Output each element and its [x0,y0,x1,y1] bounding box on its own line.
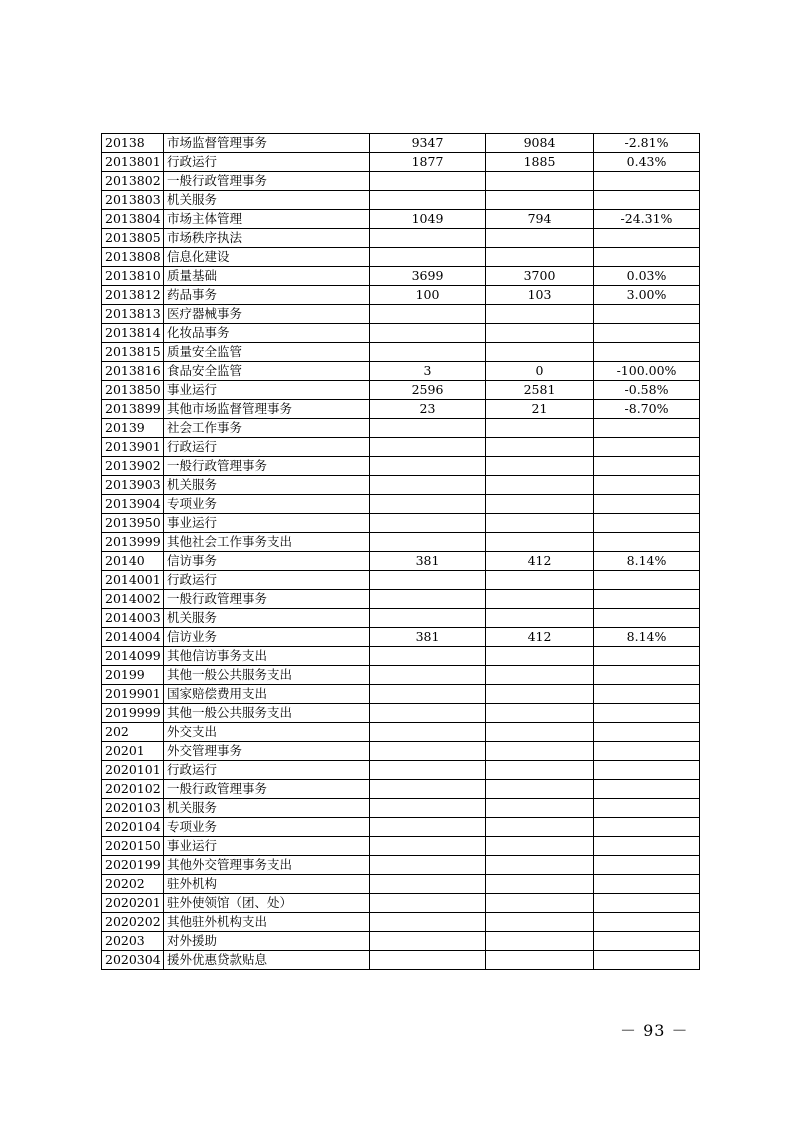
percent-cell [594,780,700,799]
name-cell: 质量安全监管 [164,343,370,362]
code-cell: 2019901 [102,685,164,704]
percent-cell [594,324,700,343]
table-row [102,647,700,666]
value-cell [370,438,486,457]
code-cell: 2014003 [102,609,164,628]
name-cell: 行政运行 [164,153,370,172]
value-cell [370,932,486,951]
name-cell: 国家赔偿费用支出 [164,685,370,704]
table-row [102,153,700,172]
value-cell [486,609,594,628]
name-cell: 援外优惠贷款贴息 [164,951,370,970]
percent-cell [594,590,700,609]
percent-cell: -0.58% [594,381,700,400]
value-cell [370,875,486,894]
percent-cell [594,229,700,248]
percent-cell [594,571,700,590]
percent-cell [594,742,700,761]
code-cell: 2013899 [102,400,164,419]
code-cell: 2020101 [102,761,164,780]
value-cell [486,723,594,742]
code-cell: 2013813 [102,305,164,324]
value-cell [486,248,594,267]
value-cell [486,343,594,362]
name-cell: 市场监督管理事务 [164,134,370,153]
code-cell: 2013903 [102,476,164,495]
name-cell: 市场秩序执法 [164,229,370,248]
percent-cell [594,533,700,552]
name-cell: 其他驻外机构支出 [164,913,370,932]
name-cell: 一般行政管理事务 [164,172,370,191]
value-cell [370,248,486,267]
name-cell: 市场主体管理 [164,210,370,229]
percent-cell: 3.00% [594,286,700,305]
name-cell: 信访事务 [164,552,370,571]
value-cell [370,457,486,476]
table-row [102,723,700,742]
code-cell: 2020199 [102,856,164,875]
name-cell: 外交支出 [164,723,370,742]
percent-cell [594,457,700,476]
name-cell: 事业运行 [164,837,370,856]
code-cell: 2014002 [102,590,164,609]
code-cell: 2013904 [102,495,164,514]
value-cell [486,438,594,457]
value-cell: 103 [486,286,594,305]
value-cell [370,913,486,932]
value-cell [486,761,594,780]
percent-cell [594,191,700,210]
value-cell: 3 [370,362,486,381]
code-cell: 20138 [102,134,164,153]
value-cell [370,780,486,799]
table-row [102,305,700,324]
percent-cell: -100.00% [594,362,700,381]
name-cell: 机关服务 [164,609,370,628]
table-row [102,324,700,343]
code-cell: 20139 [102,419,164,438]
value-cell [370,609,486,628]
value-cell: 381 [370,552,486,571]
percent-cell [594,609,700,628]
value-cell: 381 [370,628,486,647]
table-row [102,818,700,837]
value-cell [486,780,594,799]
code-cell: 2013805 [102,229,164,248]
percent-cell [594,799,700,818]
percent-cell [594,723,700,742]
percent-cell: -24.31% [594,210,700,229]
value-cell [370,856,486,875]
value-cell [370,894,486,913]
table-row [102,495,700,514]
percent-cell [594,894,700,913]
table-row [102,571,700,590]
percent-cell [594,172,700,191]
table-row [102,457,700,476]
code-cell: 2020104 [102,818,164,837]
value-cell [370,951,486,970]
value-cell [486,666,594,685]
value-cell [370,343,486,362]
value-cell: 412 [486,552,594,571]
value-cell: 1049 [370,210,486,229]
code-cell: 2020201 [102,894,164,913]
name-cell: 机关服务 [164,476,370,495]
table-row [102,913,700,932]
table-row [102,533,700,552]
value-cell [370,837,486,856]
percent-cell: 0.43% [594,153,700,172]
percent-cell [594,514,700,533]
name-cell: 食品安全监管 [164,362,370,381]
value-cell [370,685,486,704]
value-cell: 100 [370,286,486,305]
value-cell [486,856,594,875]
value-cell [370,305,486,324]
table-row [102,875,700,894]
table-row [102,267,700,286]
value-cell: 1877 [370,153,486,172]
table-row [102,514,700,533]
code-cell: 2013902 [102,457,164,476]
table-row [102,609,700,628]
value-cell: 23 [370,400,486,419]
table-row [102,628,700,647]
code-cell: 2013814 [102,324,164,343]
code-cell: 2013802 [102,172,164,191]
code-cell: 2013950 [102,514,164,533]
table-row [102,400,700,419]
table-row [102,134,700,153]
value-cell [486,647,594,666]
name-cell: 行政运行 [164,761,370,780]
value-cell [486,894,594,913]
value-cell [486,495,594,514]
table-row [102,590,700,609]
name-cell: 一般行政管理事务 [164,457,370,476]
table-row [102,210,700,229]
value-cell [370,704,486,723]
value-cell [486,172,594,191]
table-row [102,894,700,913]
percent-cell: -8.70% [594,400,700,419]
percent-cell [594,818,700,837]
value-cell [486,818,594,837]
code-cell: 2014004 [102,628,164,647]
code-cell: 2013803 [102,191,164,210]
code-cell: 20202 [102,875,164,894]
code-cell: 2013804 [102,210,164,229]
name-cell: 对外援助 [164,932,370,951]
value-cell [486,590,594,609]
table-row [102,780,700,799]
value-cell [370,191,486,210]
table-row [102,951,700,970]
name-cell: 社会工作事务 [164,419,370,438]
code-cell: 2020103 [102,799,164,818]
value-cell [486,419,594,438]
code-cell: 20140 [102,552,164,571]
value-cell: 794 [486,210,594,229]
value-cell [370,666,486,685]
table-row [102,419,700,438]
value-cell [370,723,486,742]
percent-cell: -2.81% [594,134,700,153]
name-cell: 信访业务 [164,628,370,647]
table-row [102,685,700,704]
value-cell [486,913,594,932]
table-row [102,229,700,248]
page-number: － 93 － [620,1021,689,1040]
code-cell: 20201 [102,742,164,761]
name-cell: 其他社会工作事务支出 [164,533,370,552]
budget-table-body [102,134,700,970]
value-cell [370,799,486,818]
table-row [102,704,700,723]
name-cell: 行政运行 [164,438,370,457]
table-row [102,191,700,210]
name-cell: 其他一般公共服务支出 [164,704,370,723]
name-cell: 专项业务 [164,495,370,514]
code-cell: 2013801 [102,153,164,172]
code-cell: 2020202 [102,913,164,932]
code-cell: 20199 [102,666,164,685]
code-cell: 2020150 [102,837,164,856]
table-row [102,343,700,362]
code-cell: 2014099 [102,647,164,666]
value-cell: 0 [486,362,594,381]
code-cell: 2014001 [102,571,164,590]
percent-cell [594,666,700,685]
name-cell: 其他信访事务支出 [164,647,370,666]
table-row [102,172,700,191]
value-cell [486,305,594,324]
name-cell: 驻外机构 [164,875,370,894]
value-cell [486,875,594,894]
table-row [102,666,700,685]
value-cell [370,590,486,609]
value-cell: 21 [486,400,594,419]
percent-cell: 0.03% [594,267,700,286]
percent-cell [594,419,700,438]
value-cell [486,837,594,856]
table-row [102,799,700,818]
name-cell: 化妆品事务 [164,324,370,343]
name-cell: 事业运行 [164,514,370,533]
value-cell [370,419,486,438]
name-cell: 外交管理事务 [164,742,370,761]
value-cell: 3699 [370,267,486,286]
value-cell [370,476,486,495]
value-cell [370,495,486,514]
percent-cell [594,932,700,951]
name-cell: 质量基础 [164,267,370,286]
percent-cell: 8.14% [594,628,700,647]
value-cell: 3700 [486,267,594,286]
code-cell: 202 [102,723,164,742]
name-cell: 机关服务 [164,799,370,818]
table-row [102,248,700,267]
value-cell [370,818,486,837]
code-cell: 2020102 [102,780,164,799]
percent-cell [594,248,700,267]
value-cell: 1885 [486,153,594,172]
value-cell [486,191,594,210]
value-cell: 9347 [370,134,486,153]
percent-cell: 8.14% [594,552,700,571]
value-cell: 412 [486,628,594,647]
value-cell [370,172,486,191]
table-row [102,438,700,457]
percent-cell [594,647,700,666]
code-cell: 2020304 [102,951,164,970]
table-row [102,932,700,951]
percent-cell [594,343,700,362]
value-cell: 2596 [370,381,486,400]
name-cell: 一般行政管理事务 [164,590,370,609]
value-cell [370,571,486,590]
code-cell: 2013901 [102,438,164,457]
table-row [102,362,700,381]
value-cell [370,533,486,552]
percent-cell [594,875,700,894]
percent-cell [594,913,700,932]
percent-cell [594,761,700,780]
value-cell [486,514,594,533]
table-row [102,742,700,761]
value-cell [370,514,486,533]
name-cell: 其他外交管理事务支出 [164,856,370,875]
value-cell [486,571,594,590]
code-cell: 20203 [102,932,164,951]
code-cell: 2013815 [102,343,164,362]
value-cell [370,229,486,248]
value-cell [370,761,486,780]
value-cell [370,647,486,666]
value-cell [486,951,594,970]
table-row [102,476,700,495]
name-cell: 药品事务 [164,286,370,305]
value-cell [370,742,486,761]
value-cell [486,742,594,761]
name-cell: 驻外使领馆（团、处） [164,894,370,913]
name-cell: 其他市场监督管理事务 [164,400,370,419]
percent-cell [594,438,700,457]
name-cell: 机关服务 [164,191,370,210]
name-cell: 一般行政管理事务 [164,780,370,799]
value-cell [486,704,594,723]
name-cell: 信息化建设 [164,248,370,267]
code-cell: 2013812 [102,286,164,305]
value-cell [370,324,486,343]
name-cell: 专项业务 [164,818,370,837]
value-cell [486,533,594,552]
table-row [102,552,700,571]
value-cell [486,324,594,343]
code-cell: 2013816 [102,362,164,381]
percent-cell [594,837,700,856]
value-cell [486,799,594,818]
table-row [102,856,700,875]
table-row [102,381,700,400]
name-cell: 行政运行 [164,571,370,590]
code-cell: 2013999 [102,533,164,552]
value-cell [486,685,594,704]
percent-cell [594,704,700,723]
value-cell [486,932,594,951]
table-row [102,761,700,780]
value-cell: 9084 [486,134,594,153]
table-row [102,286,700,305]
value-cell [486,457,594,476]
percent-cell [594,685,700,704]
name-cell: 医疗器械事务 [164,305,370,324]
code-cell: 2013810 [102,267,164,286]
percent-cell [594,476,700,495]
code-cell: 2013808 [102,248,164,267]
value-cell: 2581 [486,381,594,400]
name-cell: 其他一般公共服务支出 [164,666,370,685]
percent-cell [594,495,700,514]
name-cell: 事业运行 [164,381,370,400]
value-cell [486,476,594,495]
code-cell: 2019999 [102,704,164,723]
code-cell: 2013850 [102,381,164,400]
percent-cell [594,951,700,970]
percent-cell [594,305,700,324]
percent-cell [594,856,700,875]
budget-table [101,133,700,970]
table-row [102,837,700,856]
value-cell [486,229,594,248]
